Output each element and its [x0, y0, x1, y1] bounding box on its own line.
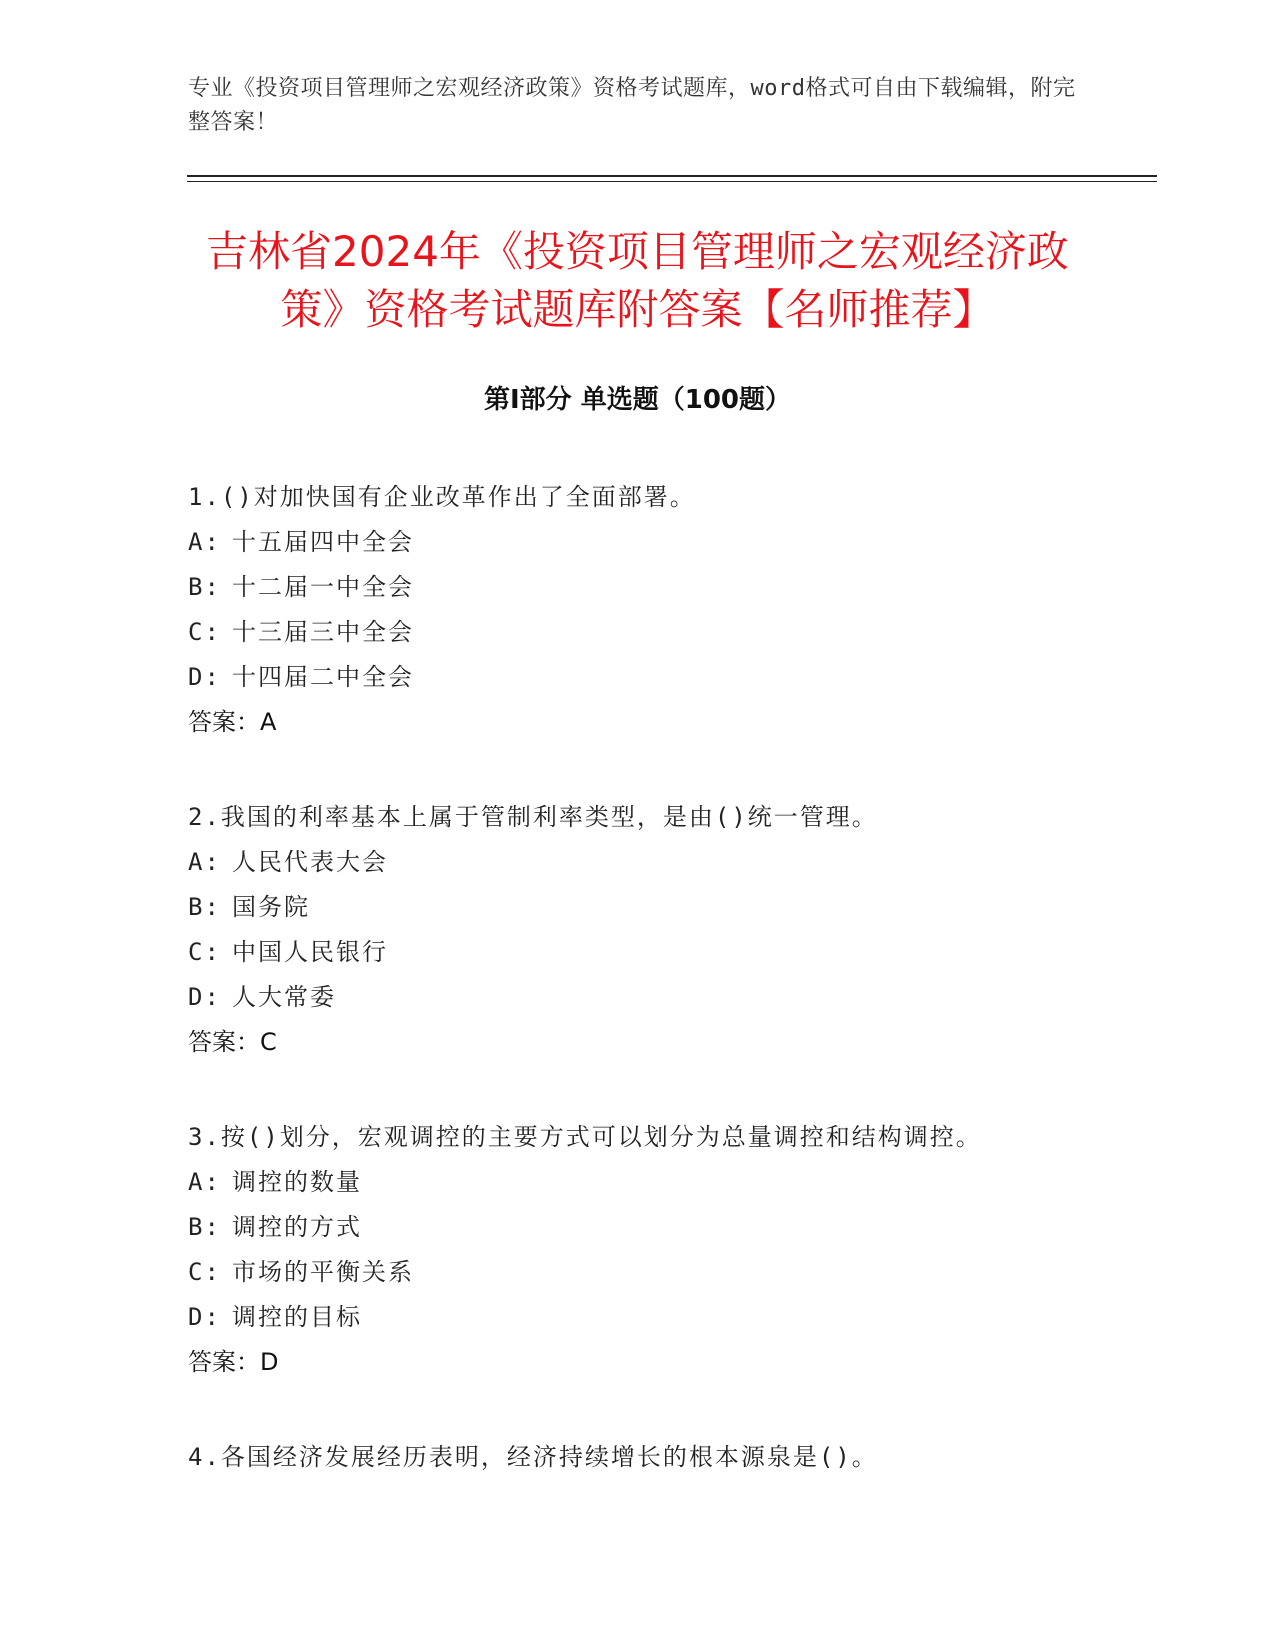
answer-label: 答案：	[188, 1028, 260, 1056]
option-text: 十四届二中全会	[232, 663, 414, 691]
section-title: 第Ⅰ部分 单选题（100题）	[484, 385, 791, 415]
option-letter: B:	[188, 573, 221, 601]
option-d	[188, 975, 1148, 1020]
answer-label: 答案：	[188, 708, 260, 736]
option-letter: D:	[188, 983, 221, 1011]
answer-label: 答案：	[188, 1348, 260, 1376]
question-stem: 4.各国经济发展经历表明，经济持续增长的根本源泉是()。	[188, 1443, 878, 1471]
option-d	[188, 655, 1148, 700]
question-2	[188, 795, 1148, 1065]
answer-line	[188, 1340, 1148, 1385]
option-text: 人民代表大会	[232, 848, 388, 876]
question-3	[188, 1115, 1148, 1385]
option-letter: C:	[188, 1258, 221, 1286]
option-text: 十二届一中全会	[232, 573, 414, 601]
document-title: 吉林省2024年《投资项目管理师之宏观经济政策》资格考试题库附答案【名师推荐】	[206, 227, 1069, 334]
header-divider-thick	[187, 175, 1157, 177]
question-list	[188, 475, 1148, 1530]
option-letter: B:	[188, 893, 221, 921]
option-d	[188, 1295, 1148, 1340]
option-text: 十五届四中全会	[232, 528, 414, 556]
option-letter: B:	[188, 1213, 221, 1241]
option-text: 十三届三中全会	[232, 618, 414, 646]
answer-value: A	[260, 708, 277, 736]
option-letter: A:	[188, 528, 221, 556]
option-c	[188, 610, 1148, 655]
option-letter: C:	[188, 618, 221, 646]
header-note: 专业《投资项目管理师之宏观经济政策》资格考试题库，word格式可自由下载编辑，附完整答案！	[188, 76, 1076, 135]
answer-line	[188, 700, 1148, 745]
option-letter: A:	[188, 848, 221, 876]
option-text: 调控的数量	[232, 1168, 362, 1196]
answer-value: C	[260, 1028, 277, 1056]
option-text: 调控的方式	[232, 1213, 362, 1241]
option-b	[188, 1205, 1148, 1250]
question-stem: 2.我国的利率基本上属于管制利率类型，是由()统一管理。	[188, 803, 878, 831]
option-b	[188, 565, 1148, 610]
option-c	[188, 930, 1148, 975]
option-c	[188, 1250, 1148, 1295]
answer-value: D	[260, 1348, 279, 1376]
option-letter: D:	[188, 663, 221, 691]
option-text: 国务院	[232, 893, 310, 921]
option-a	[188, 520, 1148, 565]
option-text: 人大常委	[232, 983, 336, 1011]
header-divider-thin	[187, 181, 1157, 182]
option-letter: C:	[188, 938, 221, 966]
question-stem: 3.按()划分，宏观调控的主要方式可以划分为总量调控和结构调控。	[188, 1123, 982, 1151]
answer-line	[188, 1020, 1148, 1065]
question-4	[188, 1435, 1148, 1480]
option-letter: A:	[188, 1168, 221, 1196]
option-text: 市场的平衡关系	[232, 1258, 414, 1286]
question-1	[188, 475, 1148, 745]
option-letter: D:	[188, 1303, 221, 1331]
option-a	[188, 840, 1148, 885]
option-text: 调控的目标	[232, 1303, 362, 1331]
option-a	[188, 1160, 1148, 1205]
question-stem: 1.()对加快国有企业改革作出了全面部署。	[188, 483, 696, 511]
option-text: 中国人民银行	[232, 938, 388, 966]
option-b	[188, 885, 1148, 930]
